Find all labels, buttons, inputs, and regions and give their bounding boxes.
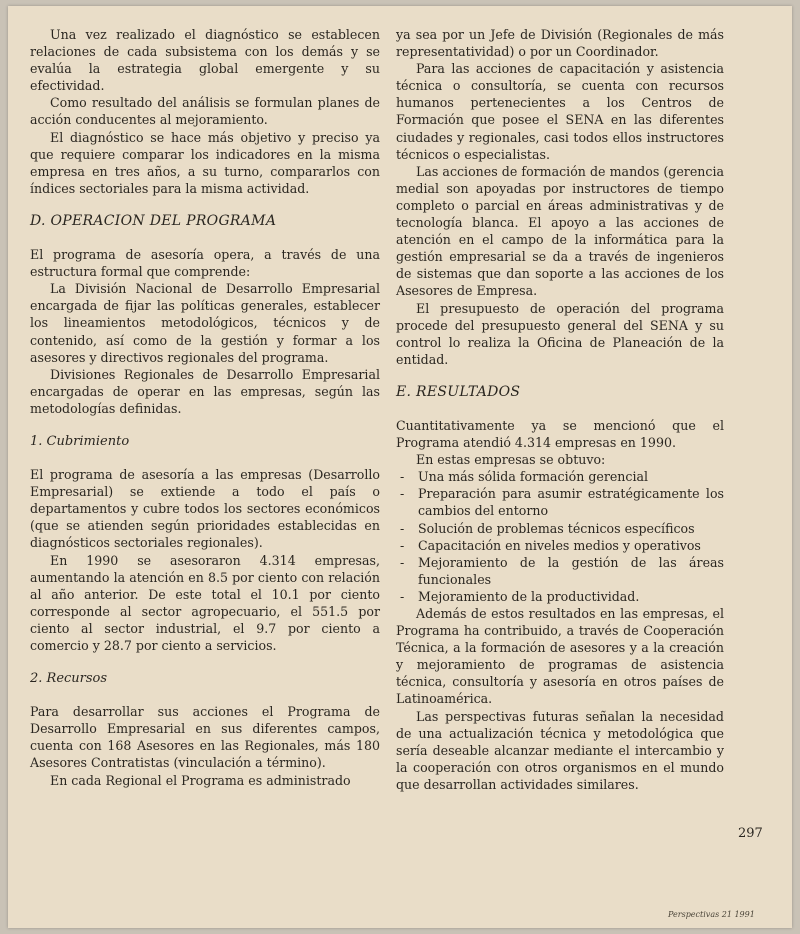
paragraph: En 1990 se asesoraron 4.314 empresas, aumentando la atención en 8.5 por ciento con relación al año anterior. De este total el 10.1 por ciento corresponde al sector agropecuario, el 551.5 por ciento al sector industrial, el 9.7 por ciento a comercio y 28.7 por ciento a servicios. [30,552,380,653]
right-column [396,26,724,793]
list-item: - Mejoramiento de la productividad. [396,588,724,605]
list-item: - Mejoramiento de la gestión de las áreas funcionales [396,554,724,588]
paragraph: ya sea por un Jefe de División (Regionales de más representatividad) o por un Coordinador. [396,27,724,60]
list-item: - Una más sólida formación gerencial [396,468,724,485]
section-heading-operacion: D. OPERACION DEL PROGRAMA [30,212,277,229]
paragraph: Además de estos resultados en las empresas, el Programa ha contribuido, a través de Cooperación Técnica, a la formación de asesores y a la creación y mejoramiento de programas de asistencia técnica, consultoría y asesoría en otros países de Latinoamérica. [396,606,724,707]
left-column [30,26,380,789]
paragraph: Divisiones Regionales de Desarrollo Empresarial encargadas de operar en las empresas, según las metodologías definidas. [30,366,380,416]
paragraph: Para las acciones de capacitación y asistencia técnica o consultoría, se cuenta con recursos humanos pertenecientes a los Centros de Formación que posee el SENA en las diferentes ciudades y regionales, casi todos ellos instructores técnicos o especialistas. [396,61,724,162]
paragraph: Las perspectivas futuras señalan la necesidad de una actualización técnica y metodológica que sería deseable alcanzar mediante el intercambio y la cooperación con otros organismos en el mundo que desarrollan actividades similares. [396,708,724,792]
paragraph: Para desarrollar sus acciones el Programa de Desarrollo Empresarial en sus diferentes campos, cuenta con 168 Asesores en las Regionales, más 180 Asesores Contratistas (vinculación a término). [30,704,380,771]
paragraph: El diagnóstico se hace más objetivo y preciso ya que requiere comparar los indicadores en la misma empresa en tres años, a su turno, compararlos con índices sectoriales para la misma actividad. [30,129,380,196]
list-item: - Capacitación en niveles medios y operativos [396,537,724,554]
paragraph: El programa de asesoría opera, a través de una estructura formal que comprende: [30,247,380,280]
section-heading-resultados: E. RESULTADOS [396,383,521,400]
paragraph: Las acciones de formación de mandos (gerencia medial son apoyadas por instructores de tiempo completo o parcial en áreas administrativas y de tecnología blanca. El apoyo a las acciones de atención en el campo de la informática para la gestión empresarial se da a través de ingenieros de sistemas que dan soporte a las acciones de los Asesores de Empresa. [396,163,724,299]
paragraph: En cada Regional el Programa es administrado [50,772,351,788]
paragraph: En estas empresas se obtuvo: [416,452,606,468]
paragraph: El presupuesto de operación del programa procede del presupuesto general del SENA y su control lo realiza la Oficina de Planeación de la entidad. [396,300,724,367]
paragraph: Cuantitativamente ya se mencionó que el Programa atendió 4.314 empresas en 1990. [396,417,724,451]
paragraph: La División Nacional de Desarrollo Empresarial encargada de fijar las políticas generales, establecer los lineamientos metodológicos, técnicos y de contenido, así como de la gestión y formar a los asesores y directivos regionales del programa. [30,281,380,365]
subsection-heading-recursos: 2. Recursos [30,671,108,687]
document-page [8,6,792,928]
subsection-heading-cubrimiento: 1. Cubrimiento [30,433,130,449]
list-item: - Solución de problemas técnicos específicos [396,520,724,537]
paragraph: Una vez realizado el diagnóstico se establecen relaciones de cada subsistema con los demás y se evalúa la estrategia global emergente y su efectividad. [30,27,380,94]
paragraph: Como resultado del análisis se formulan planes de acción conducentes al mejoramiento. [30,95,380,128]
page-number: 297 [738,826,763,841]
journal-footer: Perspectivas 21 1991 [668,910,755,919]
results-list [396,468,724,605]
list-item: - Preparación para asumir estratégicamente los cambios del entorno [396,485,724,519]
paragraph: El programa de asesoría a las empresas (Desarrollo Empresarial) se extiende a todo el país o departamentos y cubre todos los sectores económicos (que se atienden según prioridades establecidas en diagnósticos sectoriales regionales). [30,467,380,551]
